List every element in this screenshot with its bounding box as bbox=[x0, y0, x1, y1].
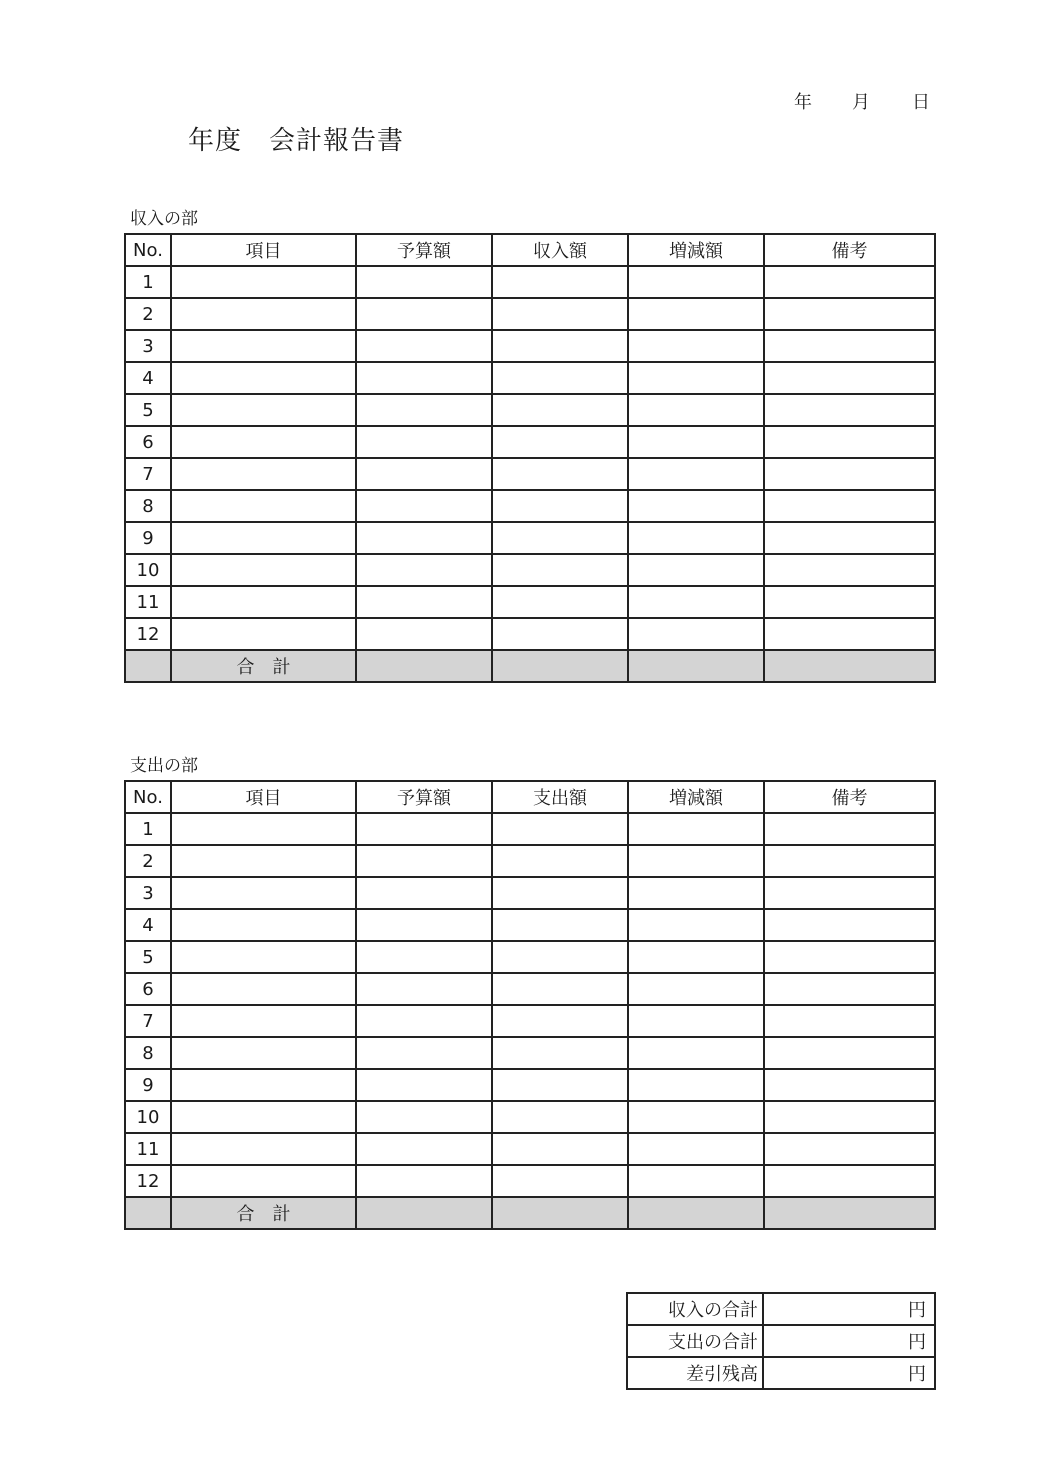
change-cell[interactable] bbox=[628, 554, 764, 586]
date-month-label: 月 bbox=[852, 92, 870, 113]
table-row bbox=[125, 813, 935, 845]
income-total-amount-cell[interactable] bbox=[492, 650, 628, 682]
row-number: 3 bbox=[125, 330, 171, 362]
row-number: 12 bbox=[125, 1165, 171, 1197]
budget-cell[interactable] bbox=[356, 1101, 492, 1133]
table-row bbox=[125, 1101, 935, 1133]
row-number: 2 bbox=[125, 845, 171, 877]
budget-cell[interactable] bbox=[356, 1165, 492, 1197]
col-header-budget: 予算額 bbox=[356, 781, 492, 813]
amount-cell[interactable] bbox=[492, 426, 628, 458]
change-cell[interactable] bbox=[628, 522, 764, 554]
col-header-item: 項目 bbox=[171, 781, 356, 813]
amount-cell[interactable] bbox=[492, 1069, 628, 1101]
table-row bbox=[125, 909, 935, 941]
remarks-cell[interactable] bbox=[764, 1165, 935, 1197]
row-number: 6 bbox=[125, 973, 171, 1005]
row-number: 1 bbox=[125, 813, 171, 845]
remarks-cell[interactable] bbox=[764, 1037, 935, 1069]
budget-cell[interactable] bbox=[356, 490, 492, 522]
amount-cell[interactable] bbox=[492, 909, 628, 941]
item-cell[interactable] bbox=[171, 973, 356, 1005]
item-cell[interactable] bbox=[171, 490, 356, 522]
change-cell[interactable] bbox=[628, 973, 764, 1005]
row-number: 10 bbox=[125, 1101, 171, 1133]
amount-cell[interactable] bbox=[492, 266, 628, 298]
expense-total-remarks-cell[interactable] bbox=[764, 1197, 935, 1229]
budget-cell[interactable] bbox=[356, 1069, 492, 1101]
budget-cell[interactable] bbox=[356, 362, 492, 394]
date-year-label: 年 bbox=[794, 92, 812, 113]
remarks-cell[interactable] bbox=[764, 845, 935, 877]
col-header-budget: 予算額 bbox=[356, 234, 492, 266]
change-cell[interactable] bbox=[628, 618, 764, 650]
item-cell[interactable] bbox=[171, 813, 356, 845]
summary-value-cell[interactable] bbox=[763, 1293, 935, 1325]
expense-total-amount-cell[interactable] bbox=[492, 1197, 628, 1229]
col-header-income-amount: 収入額 bbox=[492, 234, 628, 266]
change-cell[interactable] bbox=[628, 330, 764, 362]
row-number: 6 bbox=[125, 426, 171, 458]
budget-cell[interactable] bbox=[356, 845, 492, 877]
amount-cell[interactable] bbox=[492, 458, 628, 490]
summary-value-cell[interactable] bbox=[763, 1357, 935, 1389]
col-header-remarks: 備考 bbox=[764, 781, 935, 813]
col-header-change: 増減額 bbox=[628, 781, 764, 813]
table-row bbox=[125, 426, 935, 458]
item-cell[interactable] bbox=[171, 1165, 356, 1197]
remarks-cell[interactable] bbox=[764, 941, 935, 973]
table-row bbox=[125, 1005, 935, 1037]
yen-unit: 円 bbox=[908, 1332, 926, 1353]
budget-cell[interactable] bbox=[356, 973, 492, 1005]
item-cell[interactable] bbox=[171, 458, 356, 490]
remarks-cell[interactable] bbox=[764, 1101, 935, 1133]
expense-total-change-cell[interactable] bbox=[628, 1197, 764, 1229]
table-row bbox=[125, 266, 935, 298]
income-section-label: 収入の部 bbox=[130, 209, 198, 229]
table-row bbox=[125, 1133, 935, 1165]
budget-cell[interactable] bbox=[356, 1005, 492, 1037]
amount-cell[interactable] bbox=[492, 298, 628, 330]
budget-cell[interactable] bbox=[356, 941, 492, 973]
table-row bbox=[125, 458, 935, 490]
change-cell[interactable] bbox=[628, 490, 764, 522]
amount-cell[interactable] bbox=[492, 1101, 628, 1133]
change-cell[interactable] bbox=[628, 298, 764, 330]
summary-table bbox=[626, 1292, 936, 1390]
change-cell[interactable] bbox=[628, 813, 764, 845]
remarks-cell[interactable] bbox=[764, 426, 935, 458]
row-number: 3 bbox=[125, 877, 171, 909]
amount-cell[interactable] bbox=[492, 554, 628, 586]
col-header-item: 項目 bbox=[171, 234, 356, 266]
remarks-cell[interactable] bbox=[764, 362, 935, 394]
amount-cell[interactable] bbox=[492, 813, 628, 845]
item-cell[interactable] bbox=[171, 266, 356, 298]
budget-cell[interactable] bbox=[356, 298, 492, 330]
col-header-no: No. bbox=[125, 234, 171, 266]
budget-cell[interactable] bbox=[356, 394, 492, 426]
amount-cell[interactable] bbox=[492, 1037, 628, 1069]
remarks-cell[interactable] bbox=[764, 1069, 935, 1101]
table-row bbox=[125, 394, 935, 426]
expense-total-row bbox=[125, 1197, 935, 1229]
budget-cell[interactable] bbox=[356, 877, 492, 909]
budget-cell[interactable] bbox=[356, 813, 492, 845]
row-number: 2 bbox=[125, 298, 171, 330]
table-row bbox=[125, 554, 935, 586]
expense-table bbox=[124, 780, 936, 1230]
change-cell[interactable] bbox=[628, 362, 764, 394]
item-cell[interactable] bbox=[171, 554, 356, 586]
remarks-cell[interactable] bbox=[764, 1005, 935, 1037]
change-cell[interactable] bbox=[628, 266, 764, 298]
remarks-cell[interactable] bbox=[764, 1133, 935, 1165]
income-total-row bbox=[125, 650, 935, 682]
row-number: 5 bbox=[125, 941, 171, 973]
item-cell[interactable] bbox=[171, 941, 356, 973]
row-number: 7 bbox=[125, 458, 171, 490]
item-cell[interactable] bbox=[171, 362, 356, 394]
change-cell[interactable] bbox=[628, 586, 764, 618]
expense-header-row bbox=[125, 781, 935, 813]
yen-unit: 円 bbox=[908, 1364, 926, 1385]
summary-label: 差引残高 bbox=[627, 1357, 763, 1389]
budget-cell[interactable] bbox=[356, 1133, 492, 1165]
remarks-cell[interactable] bbox=[764, 618, 935, 650]
change-cell[interactable] bbox=[628, 1037, 764, 1069]
remarks-cell[interactable] bbox=[764, 458, 935, 490]
summary-row-income-total bbox=[627, 1293, 935, 1325]
row-number: 4 bbox=[125, 362, 171, 394]
table-row bbox=[125, 298, 935, 330]
table-row bbox=[125, 522, 935, 554]
income-table bbox=[124, 233, 936, 683]
row-number: 11 bbox=[125, 586, 171, 618]
item-cell[interactable] bbox=[171, 522, 356, 554]
remarks-cell[interactable] bbox=[764, 813, 935, 845]
item-cell[interactable] bbox=[171, 1101, 356, 1133]
change-cell[interactable] bbox=[628, 877, 764, 909]
table-row bbox=[125, 973, 935, 1005]
amount-cell[interactable] bbox=[492, 586, 628, 618]
item-cell[interactable] bbox=[171, 586, 356, 618]
item-cell[interactable] bbox=[171, 1037, 356, 1069]
amount-cell[interactable] bbox=[492, 1165, 628, 1197]
row-number: 7 bbox=[125, 1005, 171, 1037]
remarks-cell[interactable] bbox=[764, 394, 935, 426]
table-row bbox=[125, 618, 935, 650]
table-row bbox=[125, 877, 935, 909]
col-header-no: No. bbox=[125, 781, 171, 813]
income-rows bbox=[125, 266, 935, 650]
amount-cell[interactable] bbox=[492, 394, 628, 426]
table-row bbox=[125, 586, 935, 618]
item-cell[interactable] bbox=[171, 618, 356, 650]
budget-cell[interactable] bbox=[356, 522, 492, 554]
budget-cell[interactable] bbox=[356, 330, 492, 362]
total-no-cell bbox=[125, 1197, 171, 1229]
change-cell[interactable] bbox=[628, 426, 764, 458]
change-cell[interactable] bbox=[628, 1005, 764, 1037]
budget-cell[interactable] bbox=[356, 554, 492, 586]
row-number: 5 bbox=[125, 394, 171, 426]
item-cell[interactable] bbox=[171, 298, 356, 330]
item-cell[interactable] bbox=[171, 1069, 356, 1101]
expense-section-label: 支出の部 bbox=[130, 756, 198, 776]
change-cell[interactable] bbox=[628, 394, 764, 426]
item-cell[interactable] bbox=[171, 909, 356, 941]
budget-cell[interactable] bbox=[356, 1037, 492, 1069]
budget-cell[interactable] bbox=[356, 426, 492, 458]
expense-total-label: 合 計 bbox=[171, 1197, 356, 1229]
remarks-cell[interactable] bbox=[764, 586, 935, 618]
item-cell[interactable] bbox=[171, 1005, 356, 1037]
budget-cell[interactable] bbox=[356, 266, 492, 298]
expense-rows bbox=[125, 813, 935, 1197]
item-cell[interactable] bbox=[171, 330, 356, 362]
income-total-label: 合 計 bbox=[171, 650, 356, 682]
remarks-cell[interactable] bbox=[764, 877, 935, 909]
amount-cell[interactable] bbox=[492, 330, 628, 362]
table-row bbox=[125, 362, 935, 394]
change-cell[interactable] bbox=[628, 1165, 764, 1197]
remarks-cell[interactable] bbox=[764, 330, 935, 362]
remarks-cell[interactable] bbox=[764, 973, 935, 1005]
income-header-row bbox=[125, 234, 935, 266]
amount-cell[interactable] bbox=[492, 490, 628, 522]
change-cell[interactable] bbox=[628, 941, 764, 973]
col-header-change: 増減額 bbox=[628, 234, 764, 266]
remarks-cell[interactable] bbox=[764, 554, 935, 586]
item-cell[interactable] bbox=[171, 394, 356, 426]
amount-cell[interactable] bbox=[492, 618, 628, 650]
remarks-cell[interactable] bbox=[764, 909, 935, 941]
col-header-expense-amount: 支出額 bbox=[492, 781, 628, 813]
budget-cell[interactable] bbox=[356, 458, 492, 490]
item-cell[interactable] bbox=[171, 1133, 356, 1165]
summary-row-balance bbox=[627, 1357, 935, 1389]
item-cell[interactable] bbox=[171, 877, 356, 909]
row-number: 1 bbox=[125, 266, 171, 298]
amount-cell[interactable] bbox=[492, 522, 628, 554]
item-cell[interactable] bbox=[171, 426, 356, 458]
date-day-label: 日 bbox=[912, 92, 930, 113]
table-row bbox=[125, 845, 935, 877]
table-row bbox=[125, 1069, 935, 1101]
row-number: 10 bbox=[125, 554, 171, 586]
total-no-cell bbox=[125, 650, 171, 682]
amount-cell[interactable] bbox=[492, 845, 628, 877]
col-header-remarks: 備考 bbox=[764, 234, 935, 266]
income-total-remarks-cell[interactable] bbox=[764, 650, 935, 682]
amount-cell[interactable] bbox=[492, 362, 628, 394]
summary-row-expense-total bbox=[627, 1325, 935, 1357]
remarks-cell[interactable] bbox=[764, 522, 935, 554]
amount-cell[interactable] bbox=[492, 973, 628, 1005]
change-cell[interactable] bbox=[628, 1101, 764, 1133]
row-number: 12 bbox=[125, 618, 171, 650]
change-cell[interactable] bbox=[628, 458, 764, 490]
amount-cell[interactable] bbox=[492, 877, 628, 909]
change-cell[interactable] bbox=[628, 909, 764, 941]
item-cell[interactable] bbox=[171, 845, 356, 877]
row-number: 4 bbox=[125, 909, 171, 941]
change-cell[interactable] bbox=[628, 1069, 764, 1101]
change-cell[interactable] bbox=[628, 1133, 764, 1165]
amount-cell[interactable] bbox=[492, 1005, 628, 1037]
row-number: 8 bbox=[125, 490, 171, 522]
budget-cell[interactable] bbox=[356, 586, 492, 618]
expense-total-budget-cell[interactable] bbox=[356, 1197, 492, 1229]
remarks-cell[interactable] bbox=[764, 490, 935, 522]
row-number: 9 bbox=[125, 1069, 171, 1101]
income-total-change-cell[interactable] bbox=[628, 650, 764, 682]
income-total-budget-cell[interactable] bbox=[356, 650, 492, 682]
row-number: 8 bbox=[125, 1037, 171, 1069]
yen-unit: 円 bbox=[908, 1300, 926, 1321]
table-row bbox=[125, 941, 935, 973]
budget-cell[interactable] bbox=[356, 909, 492, 941]
remarks-cell[interactable] bbox=[764, 266, 935, 298]
table-row bbox=[125, 330, 935, 362]
table-row bbox=[125, 1165, 935, 1197]
table-row bbox=[125, 1037, 935, 1069]
page-title: 年度 会計報告書 bbox=[188, 126, 405, 156]
date-line bbox=[780, 88, 940, 114]
change-cell[interactable] bbox=[628, 845, 764, 877]
amount-cell[interactable] bbox=[492, 941, 628, 973]
amount-cell[interactable] bbox=[492, 1133, 628, 1165]
summary-label: 支出の合計 bbox=[627, 1325, 763, 1357]
budget-cell[interactable] bbox=[356, 618, 492, 650]
table-row bbox=[125, 490, 935, 522]
summary-label: 収入の合計 bbox=[627, 1293, 763, 1325]
remarks-cell[interactable] bbox=[764, 298, 935, 330]
row-number: 11 bbox=[125, 1133, 171, 1165]
row-number: 9 bbox=[125, 522, 171, 554]
summary-value-cell[interactable] bbox=[763, 1325, 935, 1357]
